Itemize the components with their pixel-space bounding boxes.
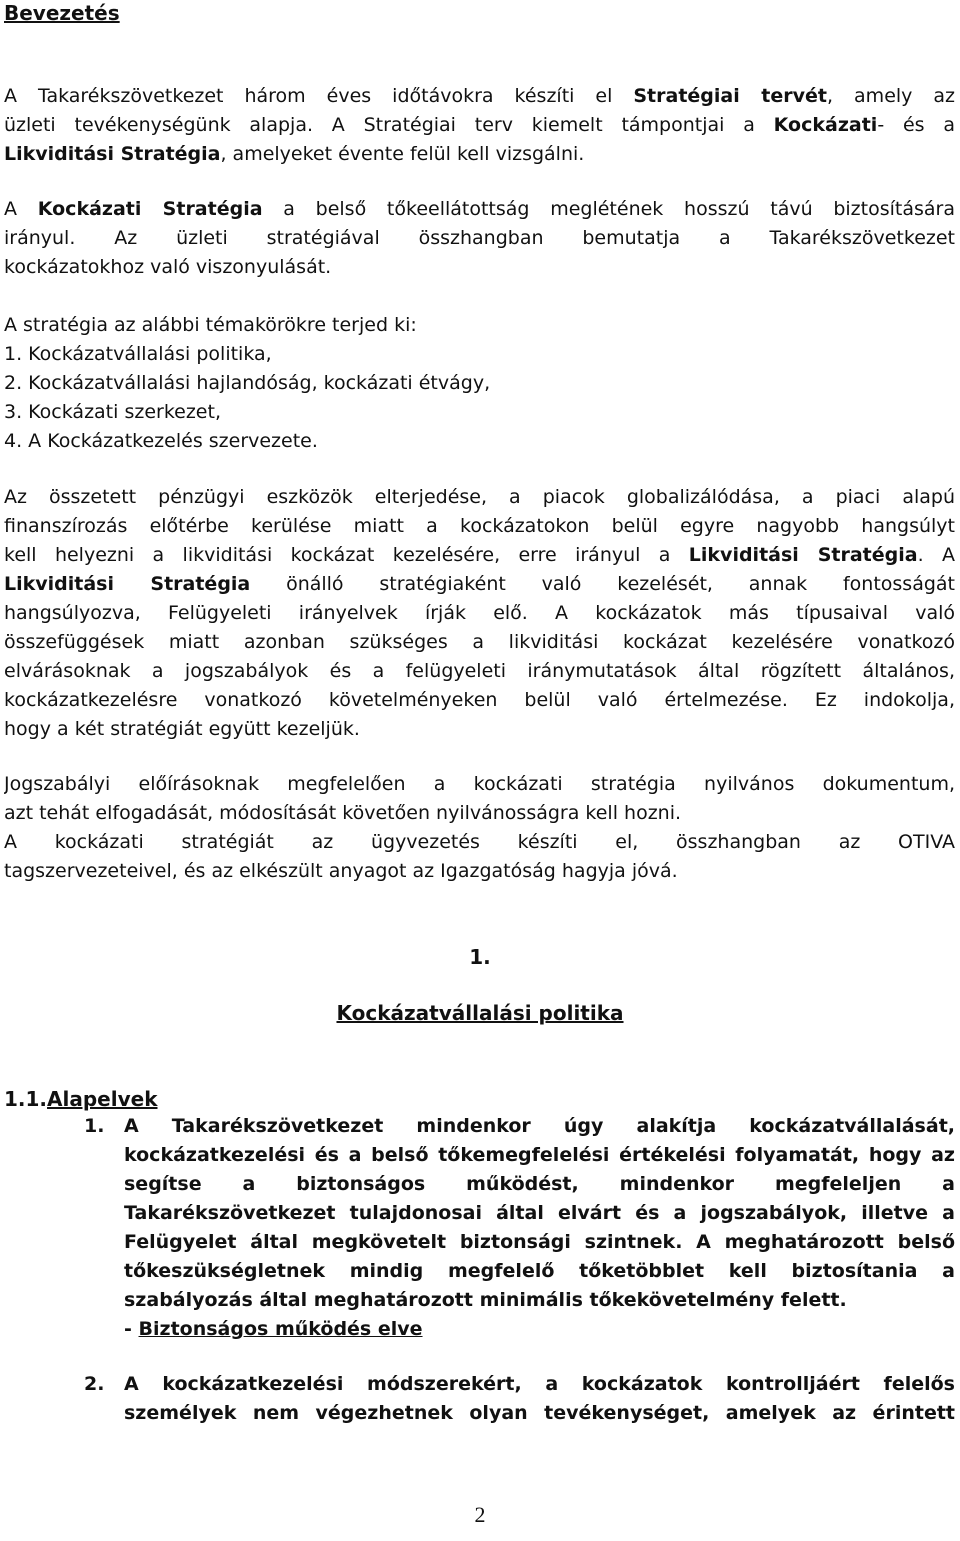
paragraph-line: hogy a két stratégiát együtt kezeljük. [4,718,360,740]
paragraph-line: Takarékszövetkezet tulajdonosai által elvárt és a jogszabályok, illetve a [124,1202,955,1224]
list-item: 2. Kockázatvállalási hajlandóság, kockázati étvágy, [4,372,491,394]
list-item: 3. Kockázati szerkezet, [4,401,221,423]
topics-lead: A stratégia az alábbi témakörökre terjed ki: [4,314,417,336]
chapter-title: Kockázatvállalási politika [336,1001,624,1025]
paragraph-line: kockázatokhoz való viszonyulását. [4,256,332,278]
paragraph-line: szabályozás által meghatározott minimális tőkekövetelmény felett. [124,1289,847,1311]
paragraph-line: üzleti tevékenységünk alapja. A Stratégiai terv kiemelt támpontjai a Kockázati- és a [4,114,955,136]
paragraph-line: kockázatkezelésre vonatkozó követelményeken belül való értelmezése. Ez indokolja, [4,689,955,711]
paragraph-line: A Takarékszövetkezet három éves időtávokra készíti el Stratégiai tervét, amely az [4,85,955,107]
paragraph-line: Az összetett pénzügyi eszközök elterjedése, a piacok globalizálódása, a piaci alapú [4,486,955,508]
principle-subtitle: - Biztonságos működés elve [124,1318,423,1340]
paragraph-line: elvárásoknak a jogszabályok és a felügyeleti iránymutatások által rögzített általános, [4,660,955,682]
paragraph-line: A kockázatkezelési módszerekért, a kockázatok kontrolljáért felelős [124,1373,955,1395]
principle-1-text [124,1112,955,1344]
paragraph-4 [4,770,955,886]
chapter-number: 1. [469,945,491,969]
paragraph-line: A Takarékszövetkezet mindenkor úgy alakítja kockázatvállalását, [124,1115,955,1137]
intro-paragraph-1 [4,82,955,169]
list-item: 1. Kockázatvállalási politika, [4,343,272,365]
paragraph-line: összefüggések miatt azonban szükséges a likviditási kockázat kezelésére vonatkozó [4,631,955,653]
paragraph-line: Felügyelet által megkövetelt biztonsági szintnek. A meghatározott belső [124,1231,955,1253]
section-heading: Bevezetés [4,1,120,25]
section-number: 1.1. [4,1087,48,1111]
paragraph-line: A kockázati stratégiát az ügyvezetés készíti el, összhangban az OTIVA [4,831,955,853]
paragraph-3 [4,483,955,744]
paragraph-line: irányul. Az üzleti stratégiával összhangban bemutatja a Takarékszövetkezet [4,227,955,249]
list-item: 4. A Kockázatkezelés szervezete. [4,430,318,452]
paragraph-line: finanszírozás előtérbe kerülése miatt a kockázatokon belül egyre nagyobb hangsúlyt [4,515,955,537]
principle-1-number: 1. [84,1115,105,1137]
paragraph-line: kell helyezni a likviditási kockázat kezelésére, erre irányul a Likviditási Stratégia. A [4,544,955,566]
paragraph-line: tagszervezeteivel, és az elkészült anyagot az Igazgatóság hagyja jóvá. [4,860,678,882]
paragraph-line: segítse a biztonságos működést, mindenkor megfeleljen a [124,1173,955,1195]
paragraph-line: azt tehát elfogadását, módosítását követően nyilvánosságra kell hozni. [4,802,682,824]
paragraph-line: kockázatkezelési és a belső tőkemegfelelési értékelési folyamatát, hogy az [124,1144,955,1166]
paragraph-line: A Kockázati Stratégia a belső tőkeellátottság meglétének hosszú távú biztosítására [4,198,955,220]
page-number: 2 [474,1502,486,1527]
principle-2-text [124,1370,955,1428]
paragraph-line: Likviditási Stratégia, amelyeket évente felül kell vizsgálni. [4,143,585,165]
topics-list [4,311,955,456]
intro-paragraph-2 [4,195,955,282]
principle-2-number: 2. [84,1373,105,1395]
paragraph-line: hangsúlyozva, Felügyeleti irányelvek írják elő. A kockázatok más típusaival való [4,602,955,624]
section-title: Alapelvek [47,1087,158,1111]
chapter-title-wrap [0,1000,960,1028]
paragraph-line: személyek nem végezhetnek olyan tevékenységet, amelyek az érintett [124,1402,955,1424]
paragraph-line: tőkeszükségletnek mindig megfelelő tőketöbblet kell biztosítania a [124,1260,955,1282]
section-1-1-heading [4,1086,955,1112]
paragraph-line: Jogszabályi előírásoknak megfelelően a kockázati stratégia nyilvános dokumentum, [4,773,955,795]
paragraph-line: Likviditási Stratégia önálló stratégiaként való kezelését, annak fontosságát [4,573,955,595]
